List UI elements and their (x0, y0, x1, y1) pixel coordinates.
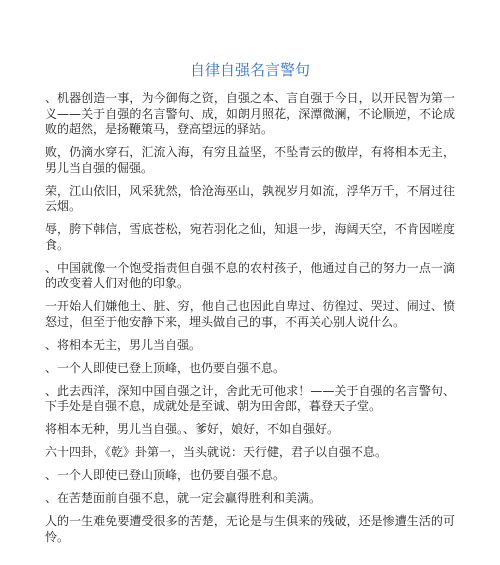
paragraph-7: 、将相本无主，男儿当自强。 (45, 337, 202, 352)
paragraph-3: 荣，江山依旧，风采犹然，恰沧海巫山，孰视岁月如流，浮华万千，不屑过往云烟。 (45, 183, 455, 214)
document-title: 自律自强名言警句 (189, 61, 310, 79)
paragraph-11: 六十四卦，《乾》卦第一，当头就说：天行健，君子以自强不息。 (45, 445, 388, 460)
paragraph-14: 人的一生难免要遭受很多的苦楚，无论是与生俱来的残破，还是惨遭生活的可怜。 (45, 514, 455, 544)
paragraph-10: 将相本无种，男儿当自强。、爹好，娘好，不如自强好。 (45, 422, 340, 437)
paragraph-8: 、一个人即使已登上顶峰，也仍要自强不息。 (45, 360, 286, 375)
paragraph-2: 败，仍滴水穿石，汇流入海，有穷且益坚，不坠青云的傲岸，有将相本无主，男儿当自强的倔强。 (45, 145, 455, 175)
paragraph-6: 一开始人们嫌他土、脏、穷，他自己也因此自卑过、彷徨过、哭过、闹过、愤怒过，但至于他安静下来，埋头做自己的事，不再关心别人说什么。 (45, 299, 455, 329)
paragraph-4: 辱，胯下韩信，雪底苍松，宛若羽化之仙，知退一步，海阔天空，不肯因嗟度食。 (45, 222, 455, 252)
paragraph-5: 、中国就像一个饱受指责但自强不息的农村孩子，他通过自己的努力一点一滴的改变着人们对他的印象。 (45, 260, 455, 291)
paragraph-9: 、此去西洋，深知中国自强之计，舍此无可他求！——关于自强的名言警句、下手处是自强不息，成就处是至诚、朝为田舍郎，暮登天子堂。 (45, 383, 455, 414)
paragraph-13: 、在苦楚面前自强不息，就一定会赢得胜利和美满。 (45, 491, 322, 506)
paragraph-12: 、一个人即使已登山顶峰，也仍要自强不息。 (45, 468, 286, 483)
paragraph-1: 、机器创造一事，为今御侮之资，自强之本、言自强于今日，以开民智为第一义——关于自强的名言警句、成，如朗月照花，深潭微澜，不论顺逆，不论成败的超然，是扬鞭策马，登高望远的驿站。 (45, 91, 455, 137)
